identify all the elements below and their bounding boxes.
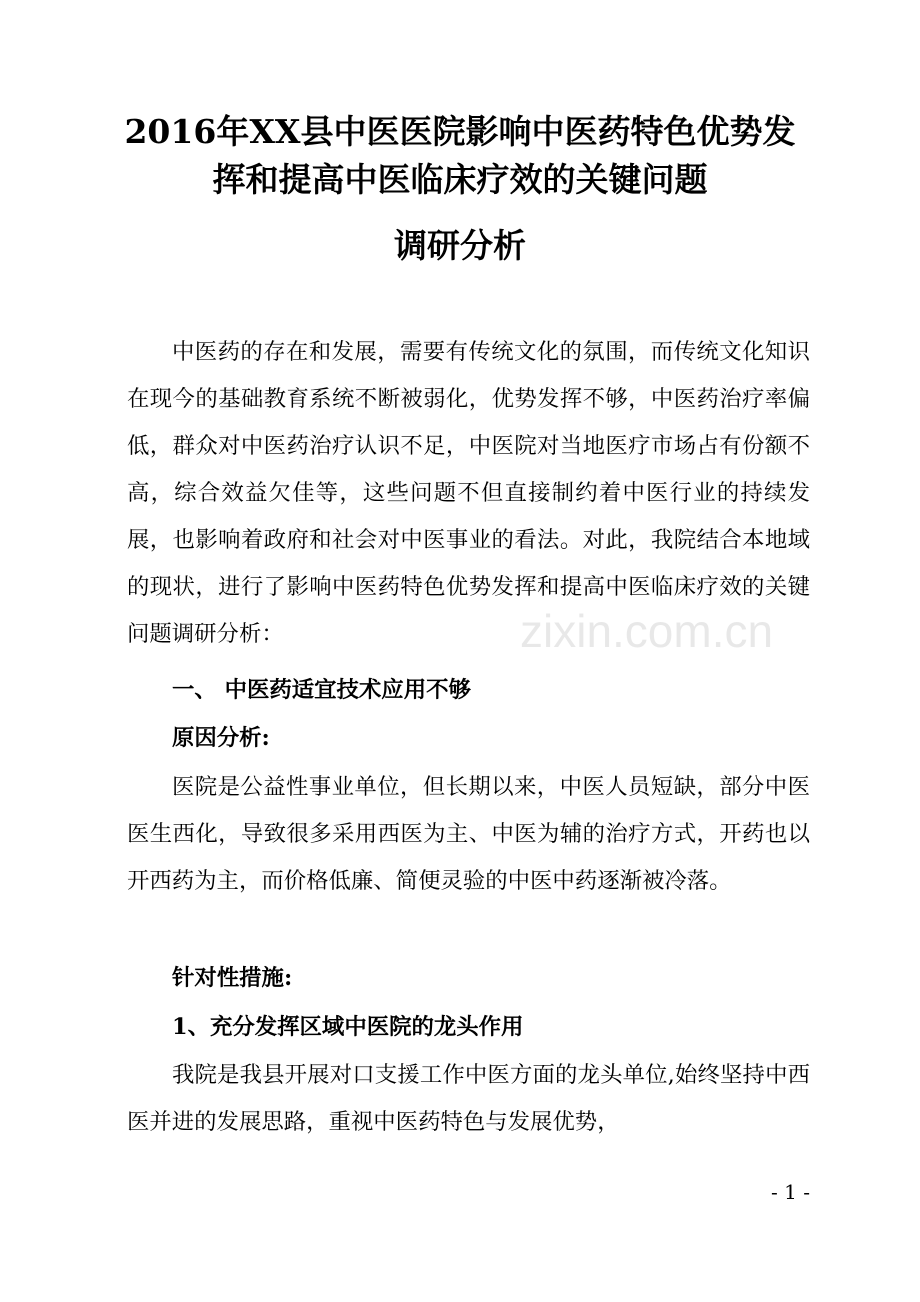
measure-1-heading: 1、充分发挥区域中医院的龙头作用 <box>172 1014 524 1040</box>
section-1-heading: 一、 中医药适宜技术应用不够 <box>172 677 471 703</box>
reason-analysis-paragraph: 医院是公益性事业单位，但长期以来，中医人员短缺，部分中医医生西化，导致很多采用西医为主、中医为辅的治疗方式，开药也以开西药为主，而价格低廉、简便灵验的中医中药逐渐被冷落。 <box>127 774 810 894</box>
title-line-1: 2016年XX县中医医院影响中医药特色优势发 <box>124 112 796 151</box>
intro-paragraph: 中医药的存在和发展，需要有传统文化的氛围，而传统文化知识在现今的基础教育系统不断被弱化，优势发挥不够，中医药治疗率偏低，群众对中医药治疗认识不足，中医院对当地医疗市场占有份额不高，综合效益欠佳等，这些问题不但直接制约着中医行业的持续发展，也影响着政府和社会对中医事业的看法。对此，我院结合本地域的现状，进行了影响中医药特色优势发挥和提高中医临床疗效的关键问题调研分析： <box>127 339 810 647</box>
title-line-2: 挥和提高中医临床疗效的关键问题 <box>212 160 708 199</box>
title-line-3: 调研分析 <box>394 226 526 265</box>
measures-heading: 针对性措施: <box>172 965 293 991</box>
watermark: zixin.com.cn <box>520 605 774 657</box>
measure-1-paragraph: 我院是我县开展对口支援工作中医方面的龙头单位,始终坚持中西医并进的发展思路，重视中医药特色与发展优势， <box>127 1062 810 1135</box>
reason-analysis-heading: 原因分析: <box>172 725 270 751</box>
page-number: - 1 - <box>771 1180 810 1204</box>
